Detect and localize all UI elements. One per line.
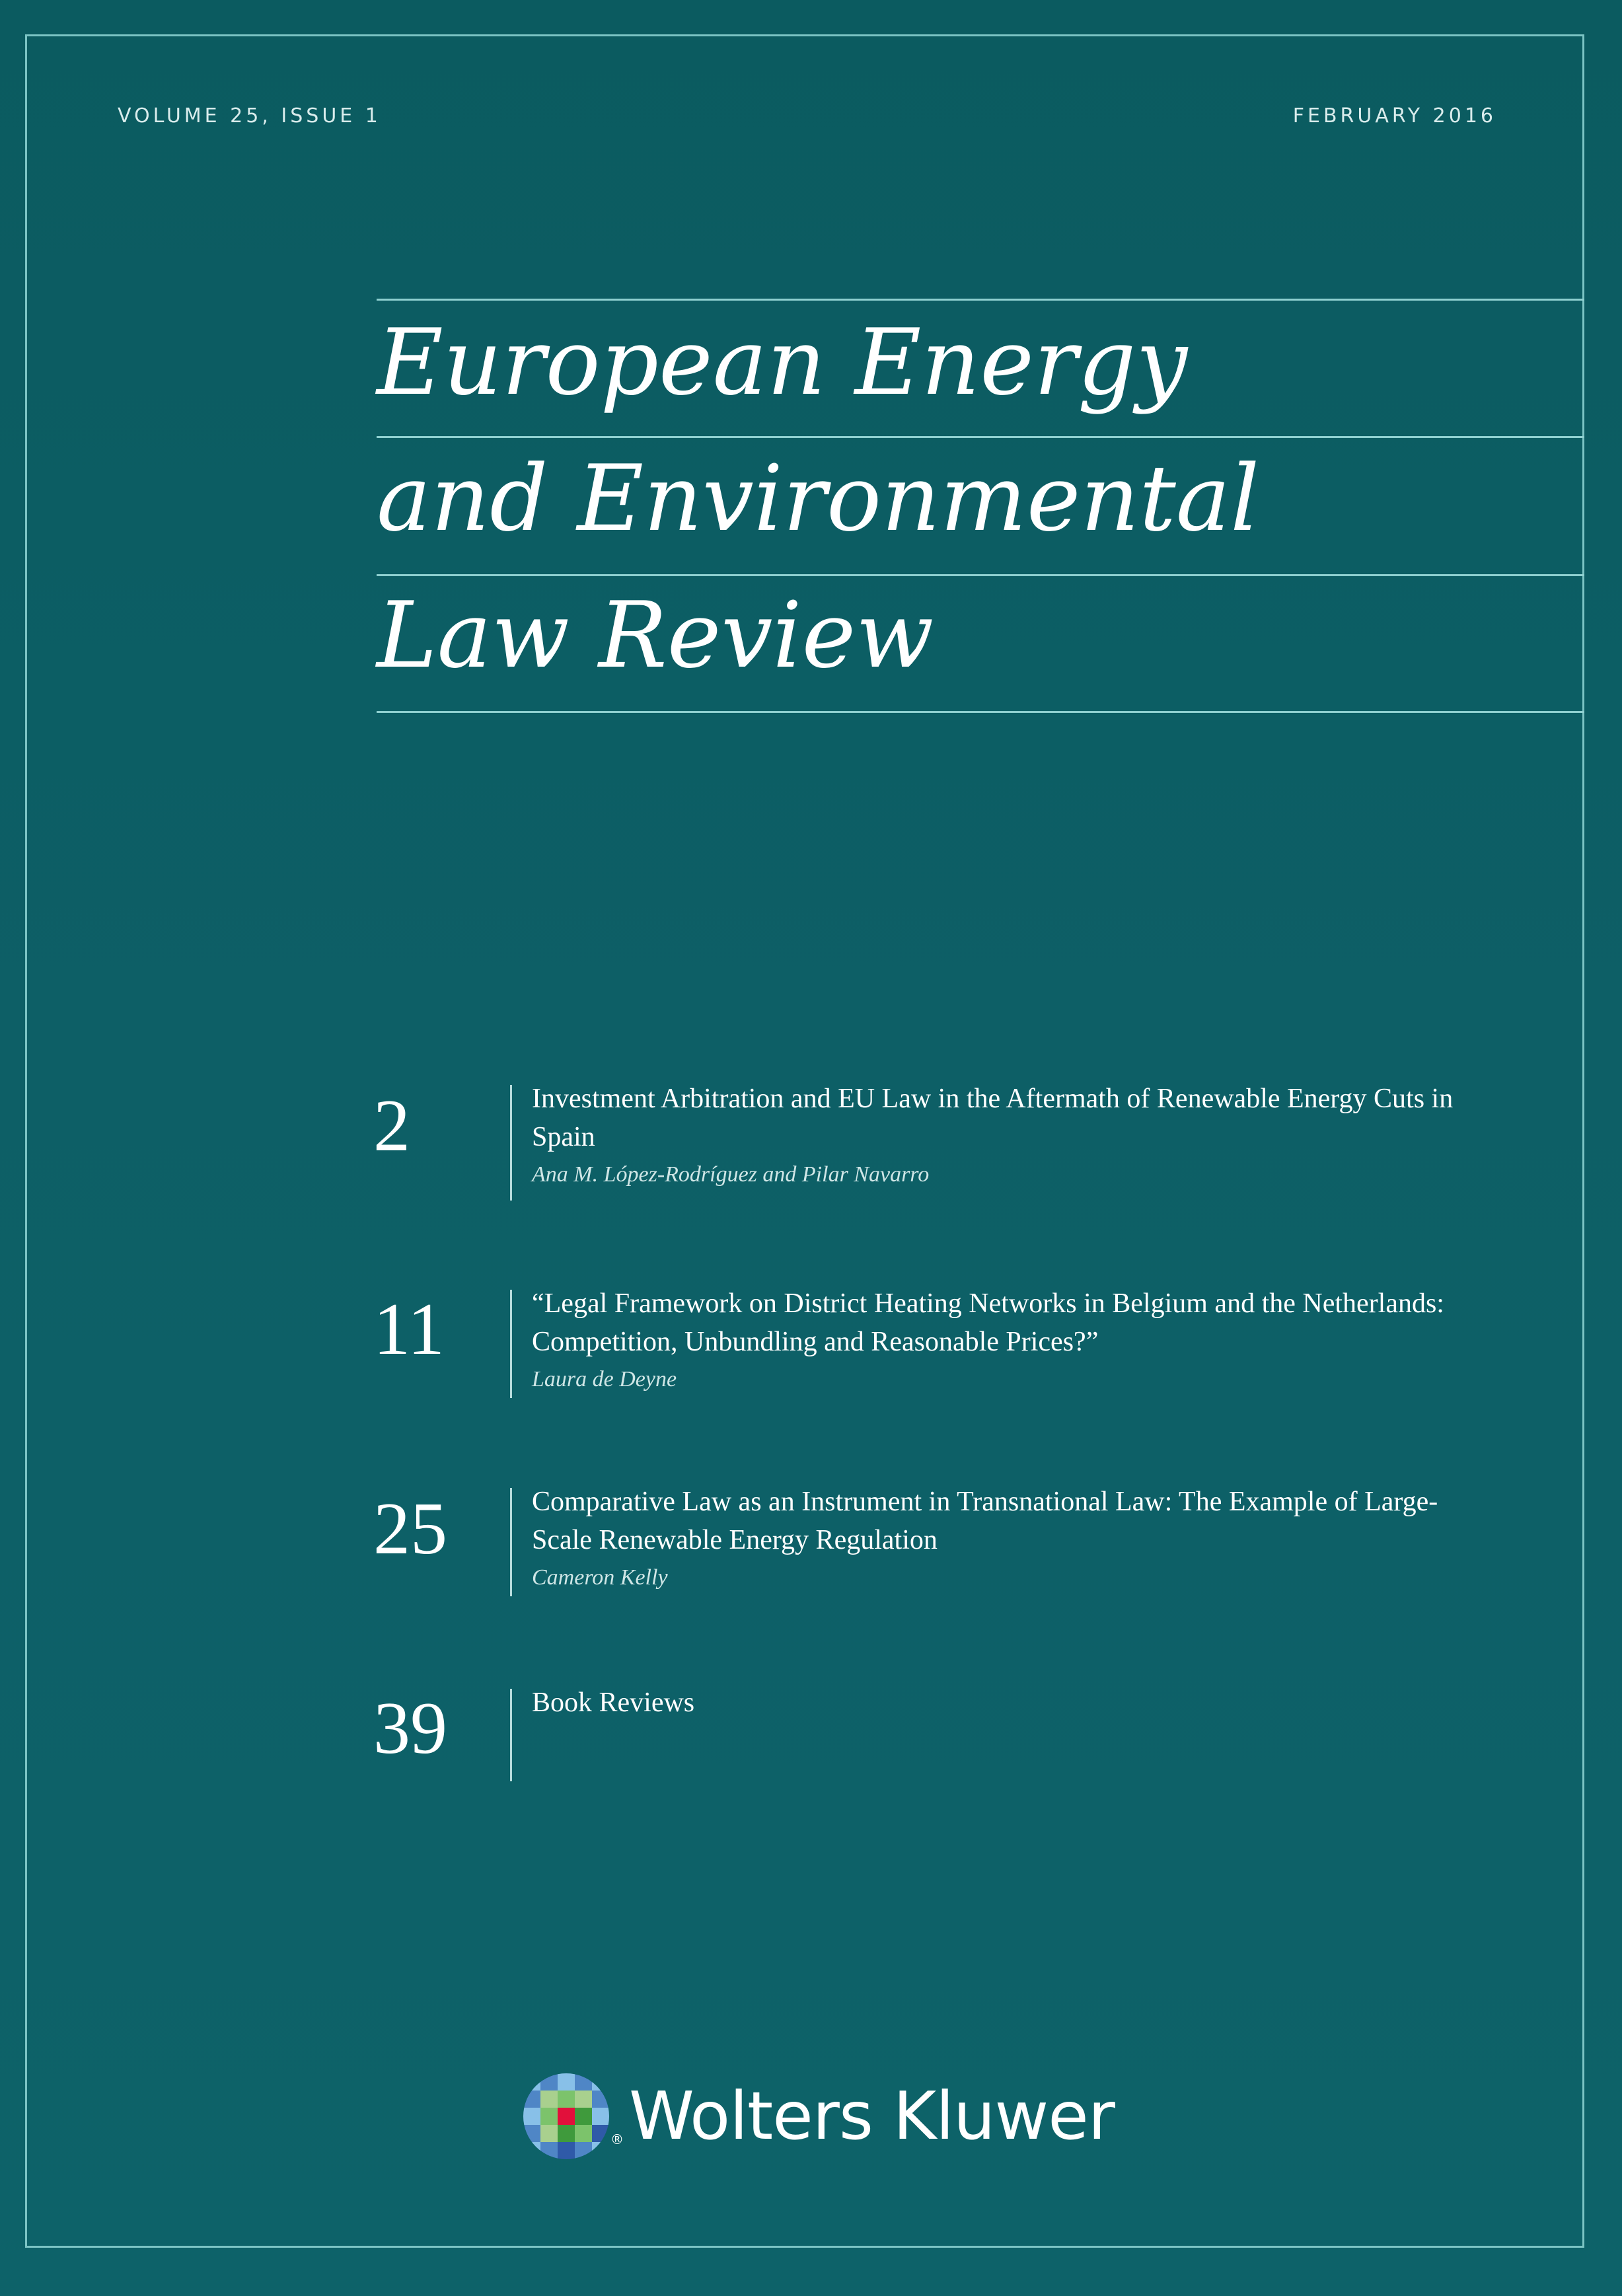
toc-text <box>532 1284 1490 1397</box>
publisher-logo <box>523 2073 1115 2159</box>
toc-page-number: 39 <box>373 1687 447 1769</box>
logo-tile <box>540 2073 558 2091</box>
wolters-kluwer-mosaic-icon <box>523 2073 609 2159</box>
logo-tile <box>558 2108 575 2125</box>
logo-tile <box>575 2142 592 2159</box>
toc-page-number: 25 <box>373 1488 447 1570</box>
logo-tile <box>523 2091 540 2108</box>
toc-divider <box>510 1085 512 1201</box>
logo-tile <box>575 2108 592 2125</box>
logo-tile <box>523 2125 540 2142</box>
toc-page-number: 11 <box>373 1288 445 1370</box>
logo-tile <box>592 2142 609 2159</box>
title-rule-top <box>377 299 1584 301</box>
publisher-name: Wolters Kluwer <box>629 2077 1115 2155</box>
article-author: Laura de Deyne <box>532 1367 677 1391</box>
title-rule-2 <box>377 574 1584 576</box>
journal-title-line-3: Law Review <box>377 582 934 688</box>
logo-tile <box>540 2125 558 2142</box>
article-title: “Legal Framework on District Heating Networks in Belgium and the Netherlands: Competition, Unbundling and Reasonable Prices?” <box>532 1288 1444 1357</box>
toc-divider <box>510 1488 512 1596</box>
logo-tile <box>575 2091 592 2108</box>
logo-tile <box>575 2073 592 2091</box>
toc-text <box>532 1684 1490 1722</box>
article-title: Book Reviews <box>532 1687 695 1718</box>
logo-tile <box>558 2142 575 2159</box>
journal-title-line-1: European Energy <box>377 309 1188 416</box>
logo-tile <box>558 2073 575 2091</box>
logo-tile <box>592 2073 609 2091</box>
logo-tile <box>575 2125 592 2142</box>
logo-tile <box>523 2142 540 2159</box>
logo-tile <box>592 2125 609 2142</box>
volume-issue: VOLUME 25, ISSUE 1 <box>118 104 381 128</box>
toc-text <box>532 1483 1490 1595</box>
toc-divider <box>510 1290 512 1398</box>
toc-divider <box>510 1689 512 1781</box>
article-title: Investment Arbitration and EU Law in the Aftermath of Renewable Energy Cuts in Spain <box>532 1084 1454 1152</box>
logo-tile <box>540 2142 558 2159</box>
article-author: Cameron Kelly <box>532 1565 668 1590</box>
title-rule-bottom <box>377 711 1584 713</box>
logo-tile <box>540 2108 558 2125</box>
logo-tile <box>558 2091 575 2108</box>
logo-tile <box>523 2073 540 2091</box>
journal-title-line-2: and Environmental <box>377 445 1260 552</box>
logo-tile <box>540 2091 558 2108</box>
title-rule-1 <box>377 436 1584 438</box>
logo-tile <box>592 2108 609 2125</box>
article-author: Ana M. López-Rodríguez and Pilar Navarro <box>532 1162 930 1187</box>
logo-tile <box>592 2091 609 2108</box>
toc-text <box>532 1080 1490 1192</box>
issue-date: FEBRUARY 2016 <box>1292 104 1496 128</box>
logo-tile <box>523 2108 540 2125</box>
logo-tile <box>558 2125 575 2142</box>
registered-mark: ® <box>610 2131 624 2147</box>
article-title: Comparative Law as an Instrument in Transnational Law: The Example of Large-Scale Renewable Energy Regulation <box>532 1487 1438 1555</box>
toc-page-number: 2 <box>373 1085 410 1167</box>
